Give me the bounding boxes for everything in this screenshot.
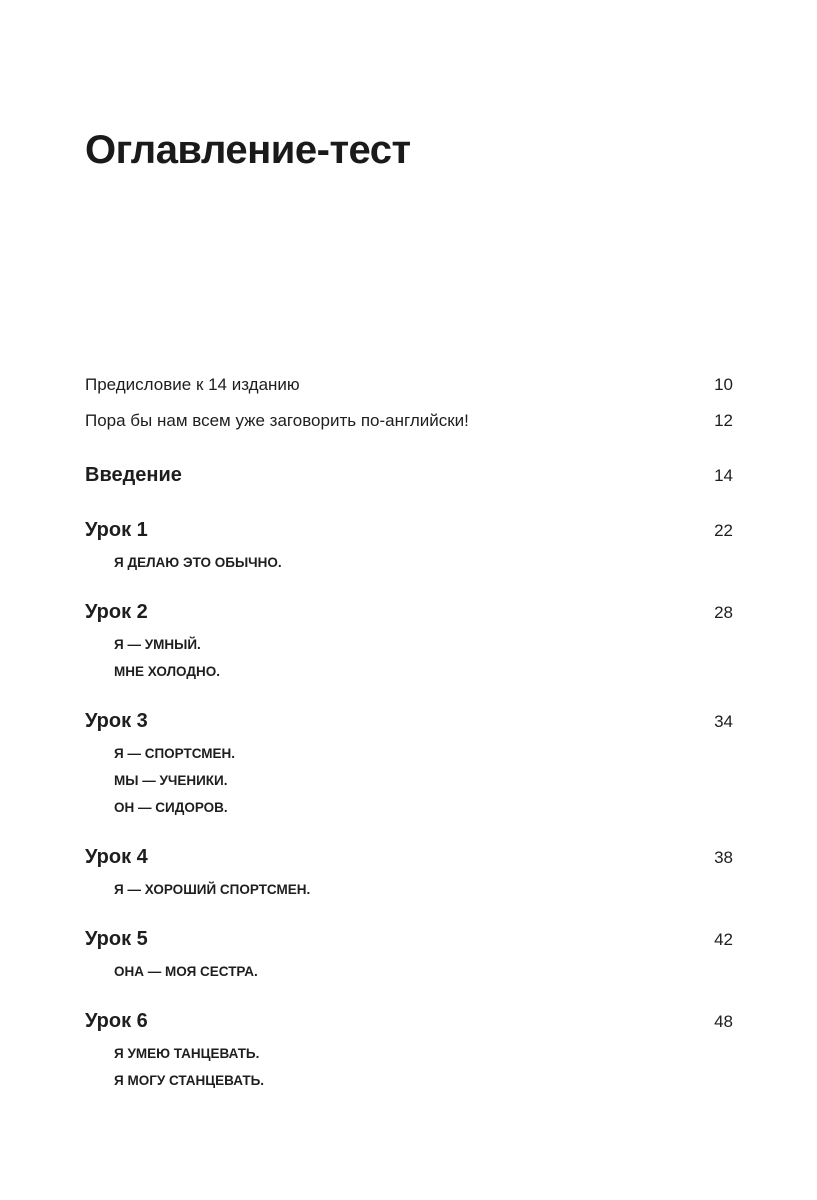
dot-leader [152, 707, 669, 727]
toc-entry-lesson-5[interactable] [85, 921, 733, 985]
lesson-topics [85, 740, 733, 821]
toc-section-label: Урок 3 [85, 710, 148, 732]
toc-page-number: 22 [714, 521, 733, 540]
lesson-topics [85, 631, 733, 685]
toc-page-number: 48 [714, 1012, 733, 1031]
toc-page-number: 42 [714, 930, 733, 949]
page-title: Оглавление-тест [85, 128, 411, 172]
lesson-topic: Я — ХОРОШИЙ СПОРТСМЕН. [114, 882, 311, 897]
spacer [85, 576, 733, 594]
toc-section-label: Урок 2 [85, 601, 148, 623]
lesson-topics [85, 876, 733, 903]
dot-leader [152, 598, 669, 618]
dot-leader [473, 409, 669, 426]
spacer [85, 685, 733, 703]
spacer [85, 821, 733, 839]
toc-page-number: 28 [714, 603, 733, 622]
lesson-topic: Я — УМНЫЙ. [114, 637, 201, 652]
dot-leader [186, 461, 669, 481]
spacer [85, 494, 733, 512]
dot-leader [152, 925, 669, 945]
spacer [85, 439, 733, 457]
toc-section-label: Урок 1 [85, 519, 148, 541]
lesson-topic: ОНА — МОЯ СЕСТРА. [114, 964, 258, 979]
toc-entry-lesson-2[interactable] [85, 594, 733, 685]
toc-section-label: Урок 6 [85, 1010, 148, 1032]
lesson-topic: Я МОГУ СТАНЦЕВАТЬ. [114, 1073, 265, 1088]
lesson-topic: Я УМЕЮ ТАНЦЕВАТЬ. [114, 1046, 260, 1061]
lesson-topics [85, 549, 733, 576]
toc-page-number: 34 [714, 712, 733, 731]
toc-page-number: 14 [714, 466, 733, 485]
lesson-topic: Я — СПОРТСМЕН. [114, 746, 236, 761]
toc-entry-lesson-6[interactable] [85, 1003, 733, 1094]
lesson-topic: МЫ — УЧЕНИКИ. [114, 773, 228, 788]
toc-entry-introduction[interactable] [85, 457, 733, 494]
toc-section-label: Введение [85, 464, 182, 486]
table-of-contents [85, 367, 733, 1094]
dot-leader [152, 843, 669, 863]
toc-entry-foreword[interactable] [85, 403, 733, 439]
toc-entry-preface[interactable] [85, 367, 733, 403]
lesson-topics [85, 1040, 733, 1094]
toc-section-label: Урок 4 [85, 846, 148, 868]
toc-entry-lesson-3[interactable] [85, 703, 733, 821]
toc-section-label: Урок 5 [85, 928, 148, 950]
spacer [85, 903, 733, 921]
toc-entry-label: Пора бы нам всем уже заговорить по-английски! [85, 411, 469, 430]
lesson-topic: МНЕ ХОЛОДНО. [114, 664, 220, 679]
toc-entry-lesson-4[interactable] [85, 839, 733, 903]
lesson-topic: ОН — СИДОРОВ. [114, 800, 228, 815]
lesson-topic: Я ДЕЛАЮ ЭТО ОБЫЧНО. [114, 555, 282, 570]
dot-leader [152, 1007, 669, 1027]
toc-entry-label: Предисловие к 14 изданию [85, 375, 300, 394]
toc-entry-lesson-1[interactable] [85, 512, 733, 576]
spacer [85, 985, 733, 1003]
dot-leader [304, 373, 669, 390]
toc-page-number: 10 [714, 375, 733, 394]
lesson-topics [85, 958, 733, 985]
toc-page-number: 38 [714, 848, 733, 867]
toc-page-number: 12 [714, 411, 733, 430]
dot-leader [152, 516, 669, 536]
